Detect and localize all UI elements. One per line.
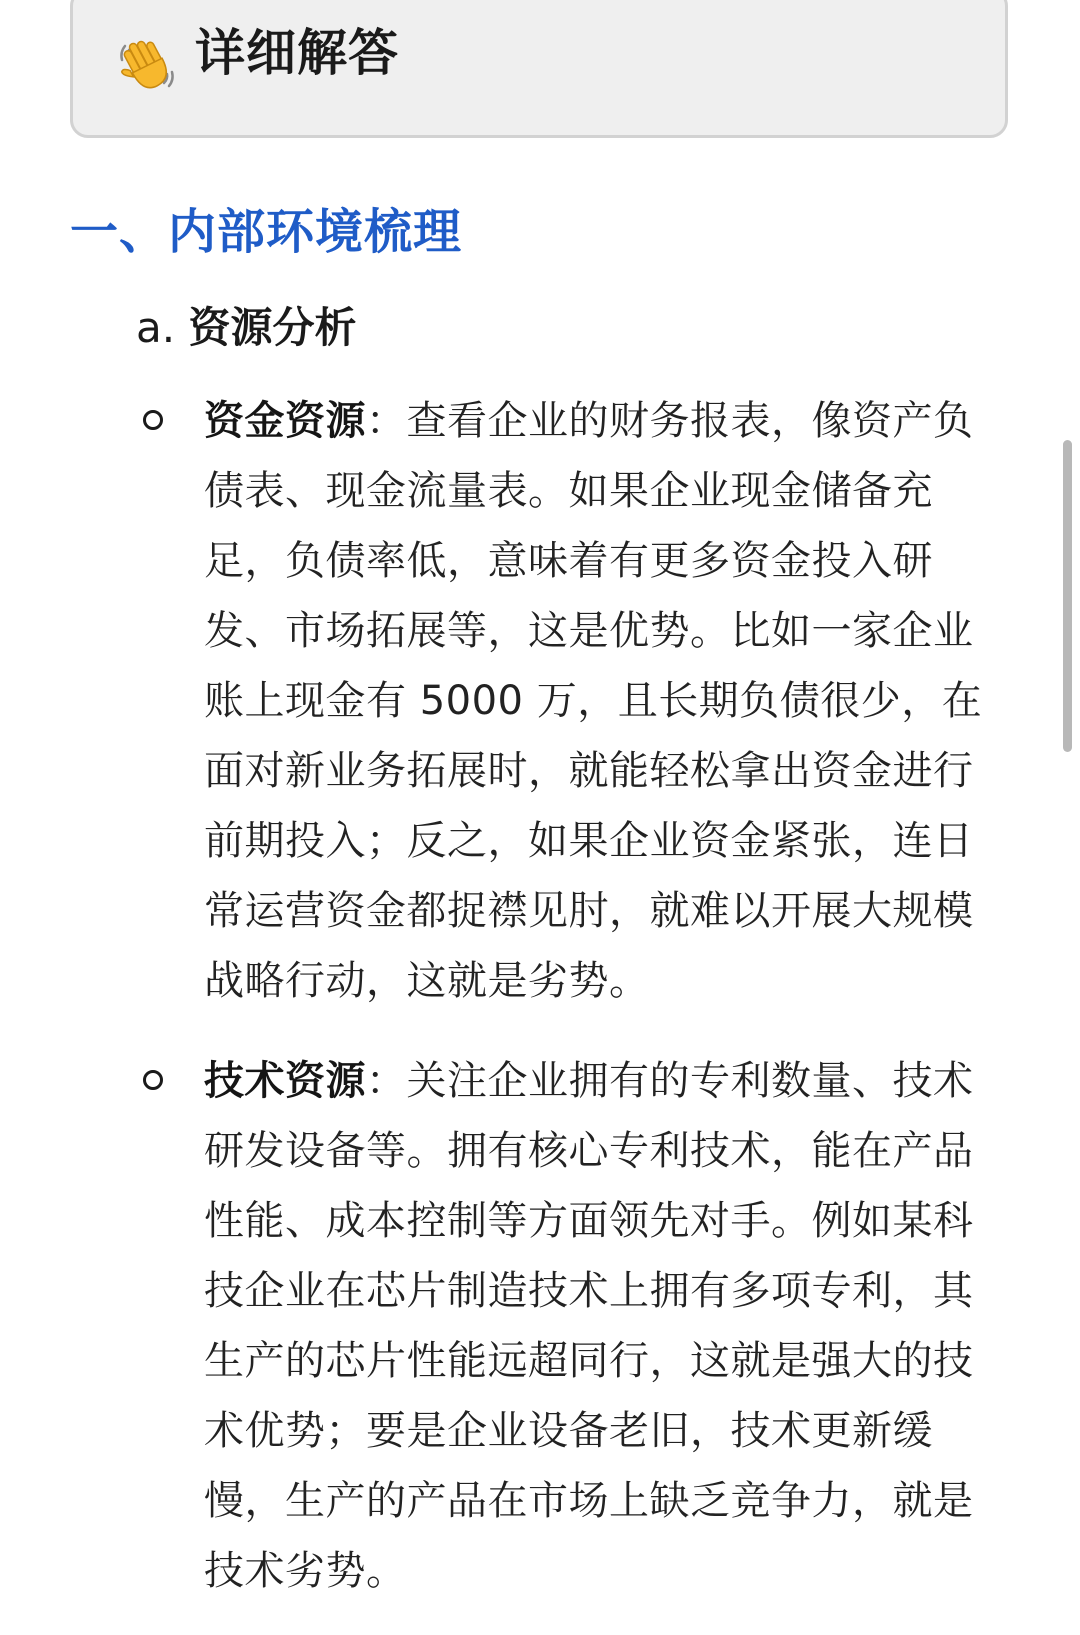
waving-hand-icon xyxy=(117,35,177,95)
bullet-text: 关注企业拥有的专利数量、技术研发设备等。拥有核心专利技术，能在产品性能、成本控制等方面领先对手。例如某科技企业在芯片制造技术上拥有多项专利，其生产的芯片性能远超同行，这就是强大的技术优势；要是企业设备老旧，技术更新缓慢，生产的产品在市场上缺乏竞争力，就是技术劣势。 xyxy=(204,1058,974,1594)
bullet-separator: ： xyxy=(366,398,407,444)
section-heading: 一、内部环境梳理 xyxy=(70,204,463,260)
bullet-item-funding-resources xyxy=(204,386,1000,1016)
bullet-separator: ： xyxy=(366,1058,407,1104)
sub-heading-title: 资源分析 xyxy=(188,303,357,352)
bullet-lead: 资金资源 xyxy=(204,398,366,444)
hollow-circle-bullet-icon xyxy=(143,410,163,430)
card-title: 详细解答 xyxy=(195,24,399,82)
hollow-circle-bullet-icon xyxy=(143,1070,163,1090)
sub-heading-marker: a. xyxy=(136,303,176,352)
bullet-text: 查看企业的财务报表，像资产负债表、现金流量表。如果企业现金储备充足，负债率低，意味着有更多资金投入研发、市场拓展等，这是优势。比如一家企业账上现金有 5000 万，且长期负债很少，在面对新业务拓展时，就能轻松拿出资金进行前期投入；反之，如果企业资金紧张，连日常运营资金都捉襟见肘，就难以开展大规模战略行动，这就是劣势。 xyxy=(204,398,983,1004)
bullet-lead: 技术资源 xyxy=(204,1058,366,1104)
detailed-answer-card[interactable] xyxy=(70,0,1008,138)
sub-heading xyxy=(136,300,356,356)
bullet-item-technology-resources xyxy=(204,1046,1000,1606)
scrollbar-thumb[interactable] xyxy=(1063,440,1072,752)
